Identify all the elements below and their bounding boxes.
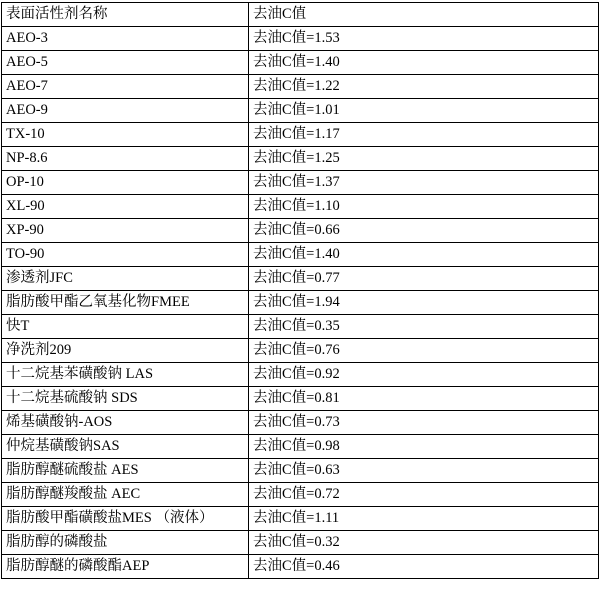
table-row bbox=[2, 315, 599, 339]
cell-surfactant-name: 快T bbox=[2, 315, 249, 339]
table-row bbox=[2, 291, 599, 315]
cell-degreasing-c-value: 去油C值=1.01 bbox=[249, 99, 599, 123]
cell-surfactant-name: 脂肪酸甲酯磺酸盐MES （液体） bbox=[2, 507, 249, 531]
table-row bbox=[2, 435, 599, 459]
table-row bbox=[2, 243, 599, 267]
cell-surfactant-name: 脂肪酸甲酯乙氧基化物FMEE bbox=[2, 291, 249, 315]
table-row bbox=[2, 555, 599, 579]
table-header-row bbox=[2, 3, 599, 27]
cell-surfactant-name: 十二烷基硫酸钠 SDS bbox=[2, 387, 249, 411]
table-row bbox=[2, 51, 599, 75]
cell-degreasing-c-value: 去油C值=1.37 bbox=[249, 171, 599, 195]
table-row bbox=[2, 267, 599, 291]
cell-surfactant-name: 脂肪醇的磷酸盐 bbox=[2, 531, 249, 555]
cell-surfactant-name: AEO-3 bbox=[2, 27, 249, 51]
column-header-value: 去油C值 bbox=[249, 3, 599, 27]
table-row bbox=[2, 483, 599, 507]
table-row bbox=[2, 339, 599, 363]
cell-surfactant-name: TX-10 bbox=[2, 123, 249, 147]
cell-degreasing-c-value: 去油C值=0.73 bbox=[249, 411, 599, 435]
cell-degreasing-c-value: 去油C值=0.77 bbox=[249, 267, 599, 291]
cell-surfactant-name: XP-90 bbox=[2, 219, 249, 243]
cell-surfactant-name: XL-90 bbox=[2, 195, 249, 219]
cell-surfactant-name: 仲烷基磺酸钠SAS bbox=[2, 435, 249, 459]
table-row bbox=[2, 195, 599, 219]
cell-degreasing-c-value: 去油C值=1.40 bbox=[249, 51, 599, 75]
cell-degreasing-c-value: 去油C值=1.10 bbox=[249, 195, 599, 219]
cell-surfactant-name: TO-90 bbox=[2, 243, 249, 267]
table-row bbox=[2, 27, 599, 51]
cell-surfactant-name: AEO-9 bbox=[2, 99, 249, 123]
cell-degreasing-c-value: 去油C值=0.35 bbox=[249, 315, 599, 339]
cell-degreasing-c-value: 去油C值=1.25 bbox=[249, 147, 599, 171]
cell-degreasing-c-value: 去油C值=0.98 bbox=[249, 435, 599, 459]
table-row bbox=[2, 507, 599, 531]
cell-surfactant-name: 脂肪醇醚羧酸盐 AEC bbox=[2, 483, 249, 507]
cell-degreasing-c-value: 去油C值=0.63 bbox=[249, 459, 599, 483]
cell-surfactant-name: AEO-7 bbox=[2, 75, 249, 99]
cell-degreasing-c-value: 去油C值=1.17 bbox=[249, 123, 599, 147]
table-row bbox=[2, 99, 599, 123]
cell-surfactant-name: 烯基磺酸钠-AOS bbox=[2, 411, 249, 435]
cell-surfactant-name: 十二烷基苯磺酸钠 LAS bbox=[2, 363, 249, 387]
cell-degreasing-c-value: 去油C值=0.46 bbox=[249, 555, 599, 579]
table-row bbox=[2, 219, 599, 243]
cell-surfactant-name: 脂肪醇醚的磷酸酯AEP bbox=[2, 555, 249, 579]
surfactant-degreasing-table bbox=[1, 2, 599, 579]
cell-degreasing-c-value: 去油C值=0.92 bbox=[249, 363, 599, 387]
cell-surfactant-name: 渗透剂JFC bbox=[2, 267, 249, 291]
table-row bbox=[2, 123, 599, 147]
cell-surfactant-name: AEO-5 bbox=[2, 51, 249, 75]
table-row bbox=[2, 459, 599, 483]
table-row bbox=[2, 171, 599, 195]
table-row bbox=[2, 363, 599, 387]
table-body bbox=[2, 3, 599, 579]
cell-degreasing-c-value: 去油C值=0.66 bbox=[249, 219, 599, 243]
cell-degreasing-c-value: 去油C值=1.53 bbox=[249, 27, 599, 51]
column-header-name: 表面活性剂名称 bbox=[2, 3, 249, 27]
table-row bbox=[2, 531, 599, 555]
cell-degreasing-c-value: 去油C值=1.40 bbox=[249, 243, 599, 267]
cell-surfactant-name: OP-10 bbox=[2, 171, 249, 195]
table-row bbox=[2, 411, 599, 435]
cell-surfactant-name: NP-8.6 bbox=[2, 147, 249, 171]
cell-degreasing-c-value: 去油C值=0.76 bbox=[249, 339, 599, 363]
table-row bbox=[2, 75, 599, 99]
cell-degreasing-c-value: 去油C值=1.22 bbox=[249, 75, 599, 99]
cell-degreasing-c-value: 去油C值=1.11 bbox=[249, 507, 599, 531]
table-row bbox=[2, 387, 599, 411]
cell-surfactant-name: 净洗剂209 bbox=[2, 339, 249, 363]
cell-degreasing-c-value: 去油C值=0.81 bbox=[249, 387, 599, 411]
cell-surfactant-name: 脂肪醇醚硫酸盐 AES bbox=[2, 459, 249, 483]
cell-degreasing-c-value: 去油C值=1.94 bbox=[249, 291, 599, 315]
cell-degreasing-c-value: 去油C值=0.32 bbox=[249, 531, 599, 555]
cell-degreasing-c-value: 去油C值=0.72 bbox=[249, 483, 599, 507]
table-row bbox=[2, 147, 599, 171]
